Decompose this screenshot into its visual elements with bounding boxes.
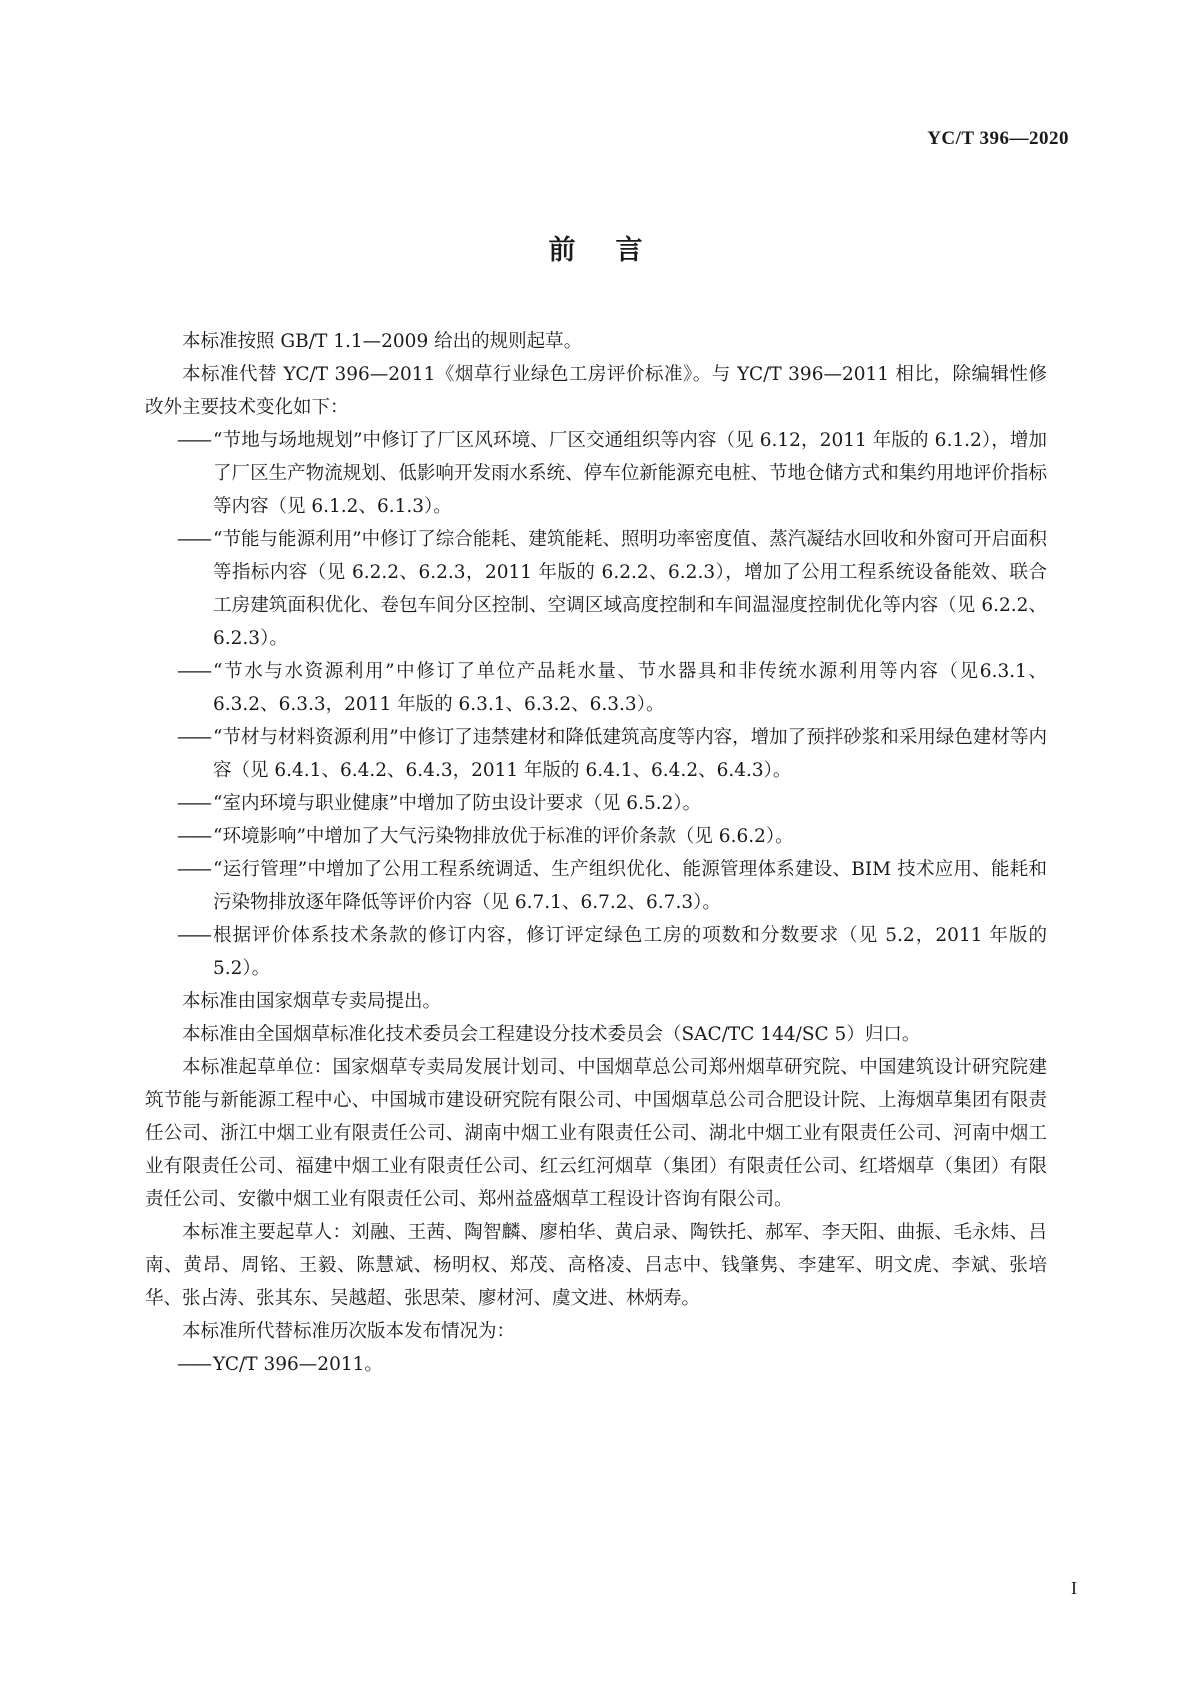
change-text: “环境影响”中增加了大气污染物排放优于标准的评价条款（见 6.6.2）。 xyxy=(213,826,794,847)
change-item xyxy=(145,655,1047,721)
paragraph-drafters: 本标准主要起草人：刘融、王茜、陶智麟、廖柏华、黄启录、陶铁托、郝军、李天阳、曲振、毛永炜、吕南、黄昂、周铭、王毅、陈慧斌、杨明权、郑茂、高格凌、吕志中、钱肇隽、李建军、明文虎、李斌、张培华、张占涛、张其东、吴越超、张思荣、廖材河、虞文进、林炳寿。 xyxy=(145,1222,1047,1309)
page-number: I xyxy=(1071,1578,1077,1598)
dash-marker: —— xyxy=(177,826,210,847)
dash-marker: —— xyxy=(177,1354,210,1375)
paragraph-replacement: 本标准代替 YC/T 396—2011《烟草行业绿色工房评价标准》。与 YC/T 396—2011 相比，除编辑性修改外主要技术变化如下： xyxy=(145,364,1047,418)
change-item xyxy=(145,523,1047,655)
paragraph-history-intro: 本标准所代替标准历次版本发布情况为： xyxy=(182,1321,516,1342)
standard-code: YC/T 396—2020 xyxy=(927,128,1069,149)
change-item xyxy=(145,424,1047,523)
dash-marker: —— xyxy=(177,727,210,748)
change-text: “节水与水资源利用”中修订了单位产品耗水量、节水器具和非传统水源利用等内容（见6.3.1、6.3.2、6.3.3，2011 年版的 6.3.1、6.3.2、6.3.3）。 xyxy=(213,661,1047,715)
change-text: “节材与材料资源利用”中修订了违禁建材和降低建筑高度等内容，增加了预拌砂浆和采用绿色建材等内容（见 6.4.1、6.4.2、6.4.3，2011 年版的 6.4.1、6.4.2、6.4.3）。 xyxy=(213,727,1047,781)
dash-marker: —— xyxy=(177,529,210,550)
change-text: “运行管理”中增加了公用工程系统调适、生产组织优化、能源管理体系建设、BIM 技术应用、能耗和污染物排放逐年降低等评价内容（见 6.7.1、6.7.2、6.7.3）。 xyxy=(213,859,1047,913)
paragraph-drafting-rules: 本标准按照 GB/T 1.1—2009 给出的规则起草。 xyxy=(182,331,583,352)
change-item xyxy=(145,721,1047,787)
paragraph-attribution: 本标准由全国烟草标准化技术委员会工程建设分技术委员会（SAC/TC 144/SC 5）归口。 xyxy=(182,1024,921,1045)
dash-marker: —— xyxy=(177,925,210,946)
change-item xyxy=(145,853,1047,919)
dash-marker: —— xyxy=(177,859,210,880)
paragraph-proposer: 本标准由国家烟草专卖局提出。 xyxy=(182,991,442,1012)
dash-marker: —— xyxy=(177,430,210,451)
document-body xyxy=(145,325,1047,1381)
change-item xyxy=(145,787,1047,820)
dash-marker: —— xyxy=(177,793,210,814)
change-item xyxy=(145,919,1047,985)
change-item xyxy=(145,820,1047,853)
change-text: 根据评价体系技术条款的修订内容，修订评定绿色工房的项数和分数要求（见 5.2，2011 年版的 5.2）。 xyxy=(213,925,1047,979)
change-text: “室内环境与职业健康”中增加了防虫设计要求（见 6.5.2）。 xyxy=(213,793,702,814)
page-title: 前言 xyxy=(548,235,683,266)
dash-marker: —— xyxy=(177,661,210,682)
change-text: “节能与能源利用”中修订了综合能耗、建筑能耗、照明功率密度值、蒸汽凝结水回收和外窗可开启面积等指标内容（见 6.2.2、6.2.3，2011 年版的 6.2.2、6.2.3），增加了公用工程系统设备能效、联合工房建筑面积优化、卷包车间分区控制、空调区域高度控制和车间温湿度控制优化等内容（见 6.2.2、6.2.3）。 xyxy=(213,529,1047,649)
change-text: “节地与场地规划”中修订了厂区风环境、厂区交通组织等内容（见 6.12，2011 年版的 6.1.2），增加了厂区生产物流规划、低影响开发雨水系统、停车位新能源充电桩、节地仓储方式和集约用地评价指标等内容（见 6.1.2、6.1.3）。 xyxy=(213,430,1047,517)
history-item xyxy=(145,1348,1047,1381)
paragraph-drafting-units: 本标准起草单位：国家烟草专卖局发展计划司、中国烟草总公司郑州烟草研究院、中国建筑设计研究院建筑节能与新能源工程中心、中国城市建设研究院有限公司、中国烟草总公司合肥设计院、上海烟草集团有限责任公司、浙江中烟工业有限责任公司、湖南中烟工业有限责任公司、湖北中烟工业有限责任公司、河南中烟工业有限责任公司、福建中烟工业有限责任公司、红云红河烟草（集团）有限责任公司、红塔烟草（集团）有限责任公司、安徽中烟工业有限责任公司、郑州益盛烟草工程设计咨询有限公司。 xyxy=(145,1057,1047,1210)
history-text: YC/T 396—2011。 xyxy=(213,1354,383,1375)
